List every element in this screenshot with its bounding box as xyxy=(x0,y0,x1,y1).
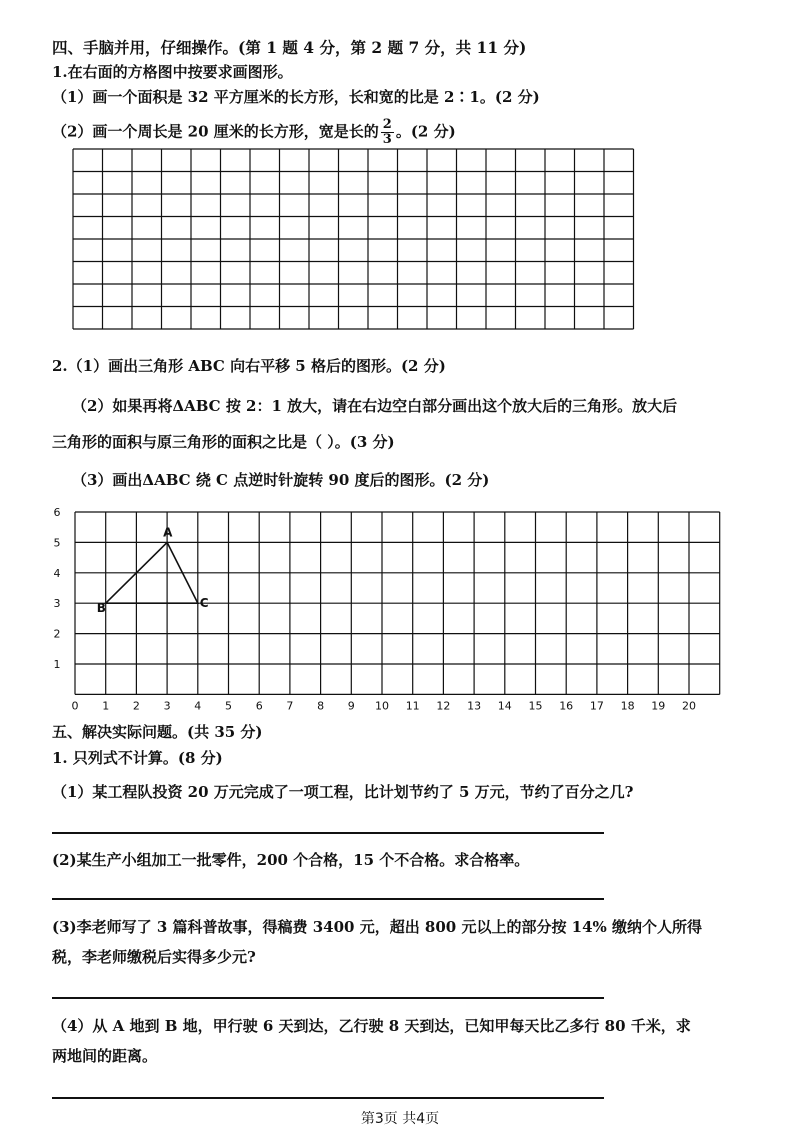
x-tick-label: 9 xyxy=(347,699,355,713)
y-tick-label: 5 xyxy=(53,536,61,550)
x-tick-label: 4 xyxy=(194,699,202,713)
vertex-label-b: B xyxy=(96,601,106,616)
fraction-two-thirds xyxy=(381,118,394,147)
x-tick-label: 3 xyxy=(163,699,171,713)
x-tick-label: 14 xyxy=(497,699,512,713)
q2-sub3: （3）画出ΔABC 绕 C 点逆时针旋转 90 度后的图形。(2 分) xyxy=(72,471,490,489)
y-tick-label: 4 xyxy=(53,566,61,580)
x-tick-label: 6 xyxy=(255,699,263,713)
x-tick-label: 5 xyxy=(225,699,232,713)
q2-sub2-line2: 三角形的面积与原三角形的面积之比是（ ）。(3 分) xyxy=(52,433,395,451)
x-tick-label: 8 xyxy=(317,699,325,713)
y-tick-label: 1 xyxy=(53,658,61,671)
x-tick-label: 7 xyxy=(286,699,294,713)
q1-sub2-text: （2）画一个周长是 20 厘米的长方形，宽是长的 xyxy=(52,122,379,141)
problem-4-line2: 两地间的距离。 xyxy=(52,1047,158,1065)
problem-3-line2: 税，李老师缴税后实得多少元? xyxy=(52,948,256,966)
q2-sub1: 2.（1）画出三角形 ABC 向右平移 5 格后的图形。(2 分) xyxy=(52,357,446,375)
x-tick-label: 2 xyxy=(132,699,140,713)
coordinate-grid[interactable] xyxy=(40,500,740,728)
q1-sub1: （1）画一个面积是 32 平方厘米的长方形，长和宽的比是 2∶1。(2 分) xyxy=(52,88,540,106)
problem-3-line1: (3)李老师写了 3 篇科普故事，得稿费 3400 元，超出 800 元以上的部分按 14% 缴纳个人所得 xyxy=(52,918,703,936)
vertex-label-a: A xyxy=(163,525,173,540)
fraction-numerator: 2 xyxy=(382,117,392,132)
x-tick-label: 13 xyxy=(467,699,482,713)
answer-line-1[interactable] xyxy=(52,832,604,834)
x-tick-label: 20 xyxy=(682,699,696,713)
x-tick-label: 15 xyxy=(528,699,543,713)
x-tick-label: 18 xyxy=(620,699,635,713)
x-tick-label: 0 xyxy=(71,699,79,713)
y-tick-label: 3 xyxy=(53,597,61,611)
q2-sub2-line1: （2）如果再将ΔABC 按 2：1 放大，请在右边空白部分画出这个放大后的三角形。放大后 xyxy=(72,397,678,415)
problem-4-line1: （4）从 A 地到 B 地，甲行驶 6 天到达，乙行驶 8 天到达，已知甲每天比乙多行 80 千米，求 xyxy=(52,1017,691,1035)
y-tick-label: 2 xyxy=(53,627,61,641)
q1-sub2 xyxy=(52,118,456,147)
x-tick-label: 10 xyxy=(375,699,389,713)
x-tick-label: 11 xyxy=(405,699,420,713)
answer-line-4[interactable] xyxy=(52,1097,604,1099)
problem-1: （1）某工程队投资 20 万元完成了一项工程，比计划节约了 5 万元，节约了百分之几? xyxy=(52,783,634,801)
vertex-label-c: C xyxy=(199,596,209,611)
x-tick-label: 16 xyxy=(559,699,574,713)
y-tick-label: 6 xyxy=(53,506,61,519)
section-4-heading: 四、手脑并用，仔细操作。(第 1 题 4 分，第 2 题 7 分，共 11 分) xyxy=(52,38,527,57)
answer-line-2[interactable] xyxy=(52,898,604,900)
problem-2: (2)某生产小组加工一批零件，200 个合格，15 个不合格。求合格率。 xyxy=(52,851,530,869)
section-5-q1-title: 1. 只列式不计算。(8 分) xyxy=(52,749,223,767)
x-tick-label: 12 xyxy=(436,699,451,713)
section-5-heading: 五、解决实际问题。(共 35 分) xyxy=(52,723,263,741)
fraction-denominator: 3 xyxy=(382,132,392,147)
page-footer: 第3页 共4页 xyxy=(360,1111,440,1127)
q1-title: 1.在右面的方格图中按要求画图形。 xyxy=(52,63,293,81)
q1-sub2-points: 。(2 分) xyxy=(395,122,456,141)
answer-line-3[interactable] xyxy=(52,997,604,999)
x-tick-label: 19 xyxy=(651,699,666,713)
x-tick-label: 1 xyxy=(102,699,110,713)
square-grid-1[interactable] xyxy=(72,148,640,334)
x-tick-label: 17 xyxy=(589,699,604,713)
